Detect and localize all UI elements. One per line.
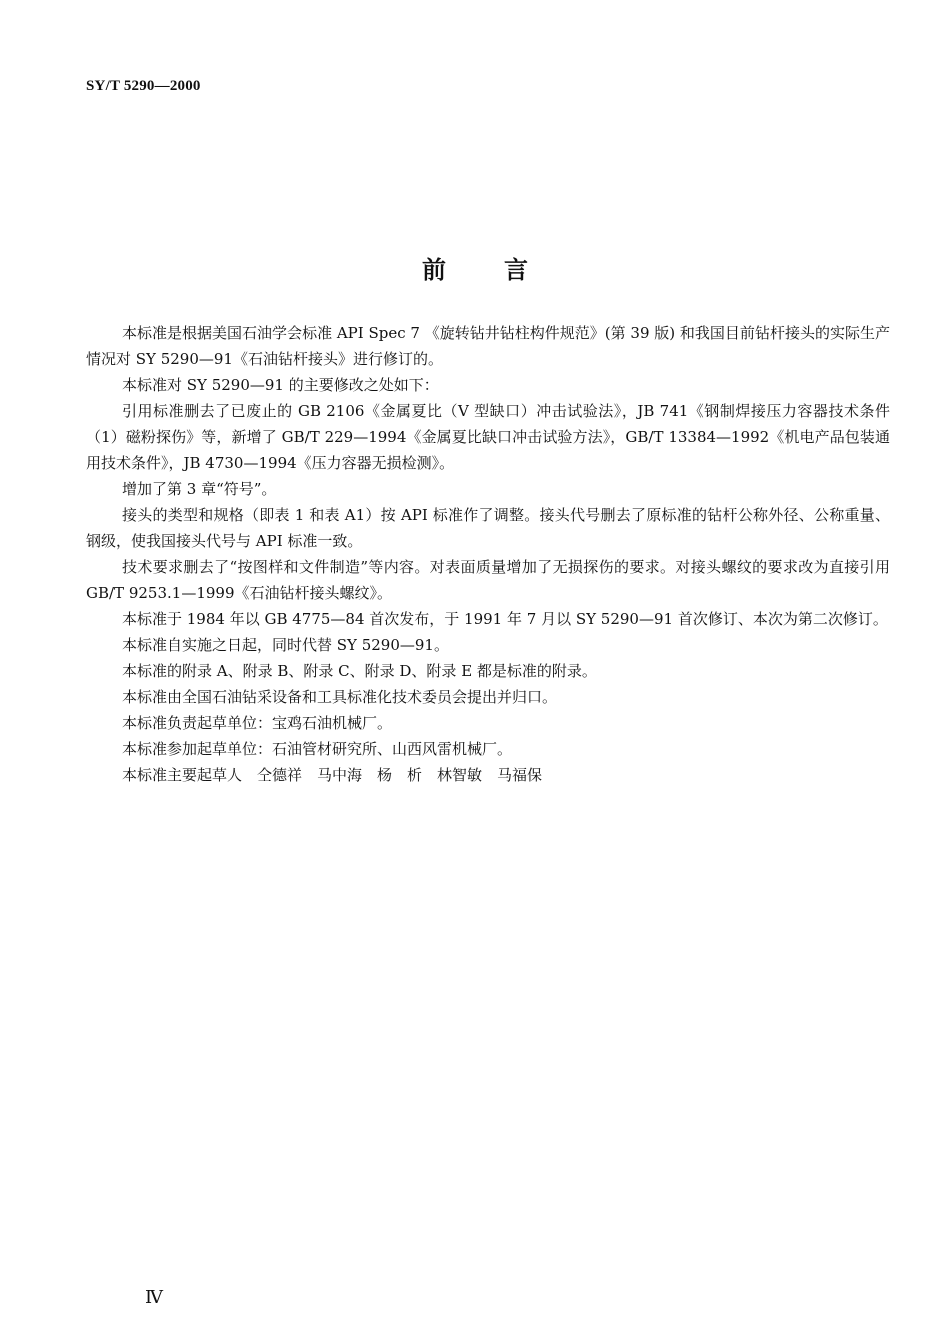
- paragraph-annexes: 本标准的附录 A、附录 B、附录 C、附录 D、附录 E 都是标准的附录。: [122, 662, 597, 680]
- paragraph-main-changes-intro: 本标准对 SY 5290—91 的主要修改之处如下：: [122, 376, 439, 394]
- paragraph-responsible-drafter: 本标准负责起草单位：宝鸡石油机械厂。: [122, 714, 393, 732]
- paragraph-technical-requirements: 技术要求删去了“按图样和文件制造”等内容。对表面质量增加了无损探伤的要求。对接头螺纹的要求改为直接引用 GB/T 9253.1—1999《石油钻杆接头螺纹》。: [86, 558, 890, 602]
- paragraph-types-specifications: 接头的类型和规格（即表 1 和表 A1）按 API 标准作了调整。接头代号删去了原标准的钻杆公称外径、公称重量、钢级，使我国接头代号与 API 标准一致。: [86, 506, 890, 550]
- paragraph-proposing-committee: 本标准由全国石油钻采设备和工具标准化技术委员会提出并归口。: [122, 688, 558, 706]
- foreword-body: [86, 320, 890, 788]
- page-title: 前言: [422, 256, 586, 284]
- paragraph-participating-drafters: 本标准参加起草单位：石油管材研究所、山西风雷机械厂。: [122, 740, 513, 758]
- paragraph-basis: 本标准是根据美国石油学会标准 API Spec 7 《旋转钻井钻柱构件规范》(第 39 版) 和我国目前钻杆接头的实际生产情况对 SY 5290—91《石油钻杆接头》进行修订的。: [86, 324, 890, 368]
- paragraph-main-drafters: 本标准主要起草人 仝德祥 马中海 杨 析 林智敏 马福保: [122, 766, 543, 784]
- page-number: Ⅳ: [145, 1287, 163, 1307]
- paragraph-replacement: 本标准自实施之日起，同时代替 SY 5290—91。: [122, 636, 449, 654]
- paragraph-publication-history: 本标准于 1984 年以 GB 4775—84 首次发布，于 1991 年 7 月以 SY 5290—91 首次修订、本次为第二次修订。: [122, 610, 888, 628]
- paragraph-symbols-chapter: 增加了第 3 章“符号”。: [122, 480, 277, 498]
- paragraph-referenced-standards: 引用标准删去了已废止的 GB 2106《金属夏比（V 型缺口）冲击试验法》，JB 741《钢制焊接压力容器技术条件（1）磁粉探伤》等，新增了 GB/T 229—1994《金属夏比缺口冲击试验方法》，GB/T 13384—1992《机电产品包装通用技术条件》，JB 4730—1994《压力容器无损检测》。: [86, 402, 890, 472]
- standard-code-header: SY/T 5290—2000: [86, 78, 201, 94]
